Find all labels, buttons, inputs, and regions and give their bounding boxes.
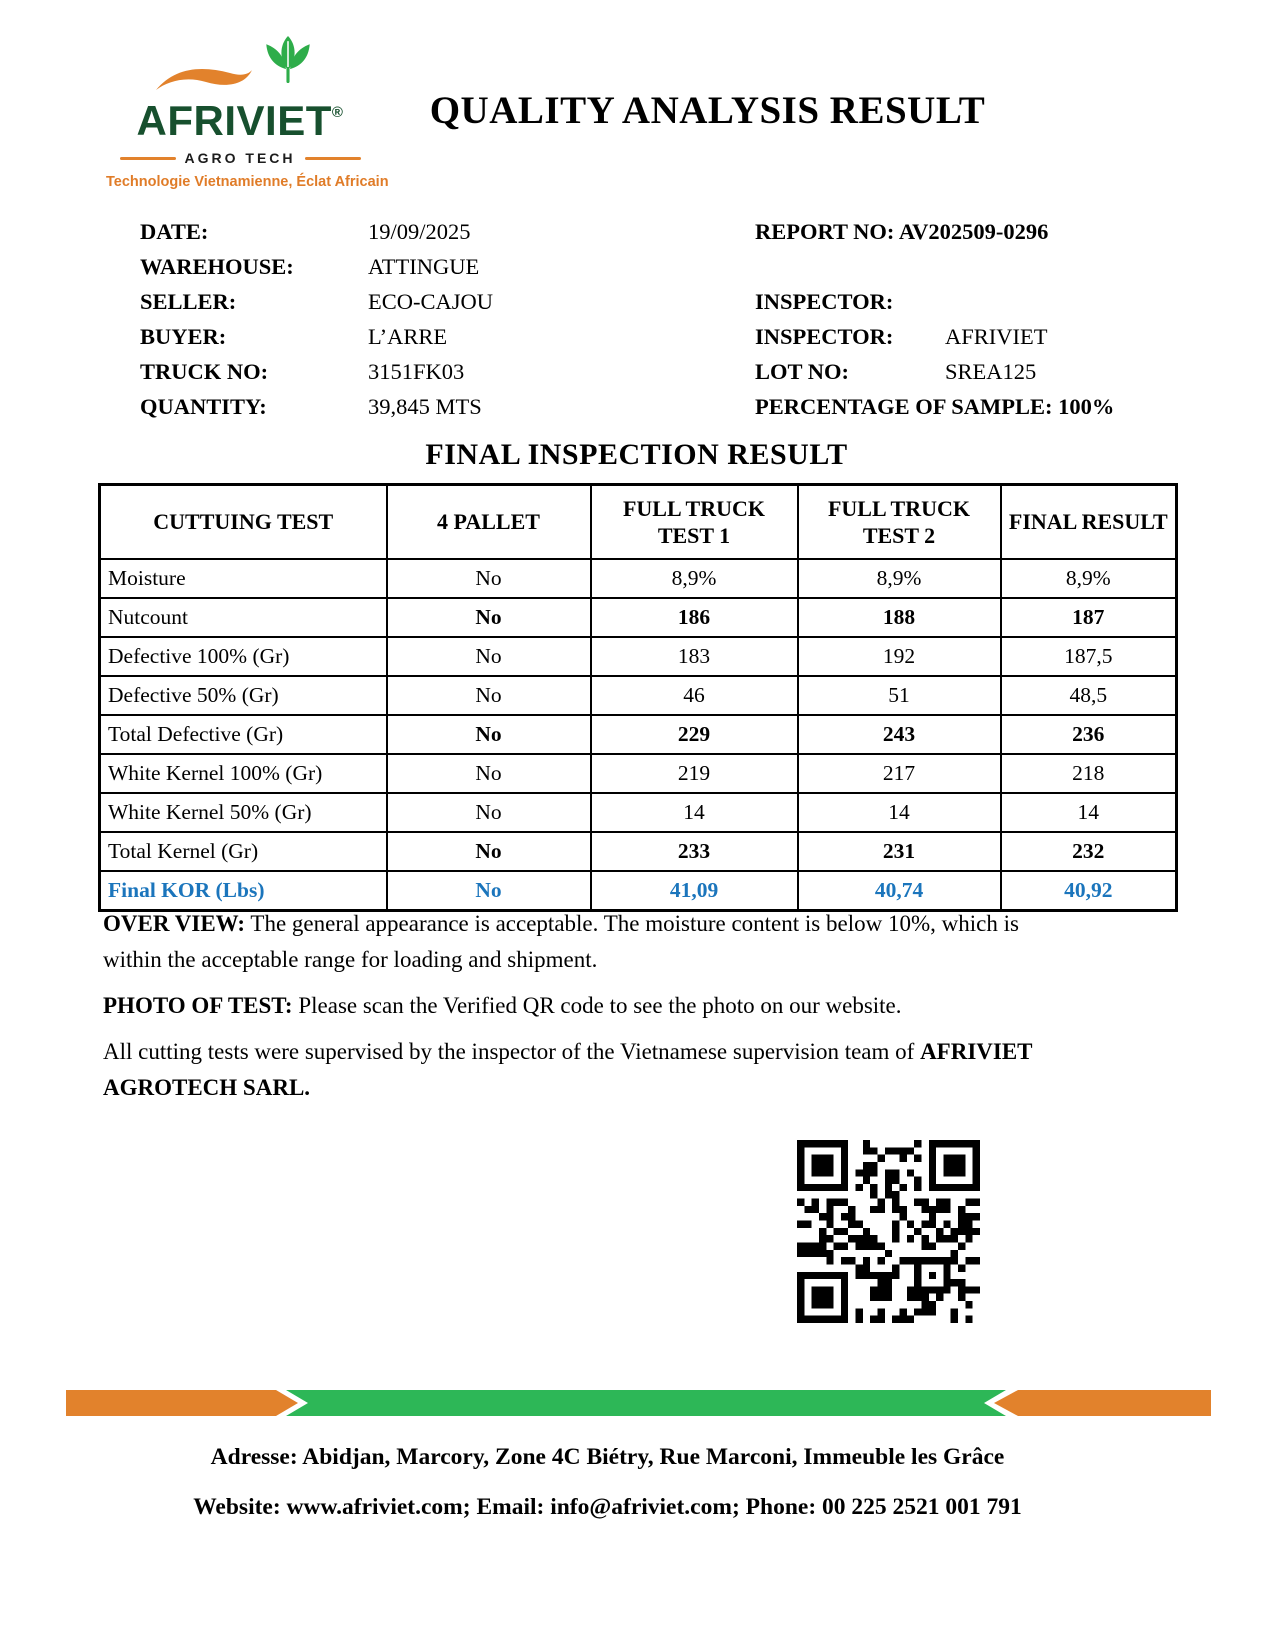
meta-left-column	[140, 214, 700, 424]
table-row-total-defective-gr	[100, 715, 1177, 754]
meta-label: WAREHOUSE:	[140, 254, 294, 279]
notes-section	[103, 906, 1075, 1116]
qr-code	[797, 1140, 980, 1323]
table-header-cell-cuttuing-test: CUTTUING TEST	[100, 485, 387, 560]
note-photo-of-test	[103, 988, 1075, 1024]
meta-field-percentage-of-sample	[755, 389, 1225, 424]
meta-label: INSPECTOR:	[755, 289, 894, 314]
meta-label: PERCENTAGE OF SAMPLE:	[755, 394, 1059, 419]
stripe-green-middle	[286, 1390, 1006, 1416]
meta-field-date	[140, 214, 700, 249]
table-row-moisture	[100, 559, 1177, 598]
table-row-white-kernel-100-gr	[100, 754, 1177, 793]
table-header-cell-full-truck-test-2: FULL TRUCK TEST 2	[798, 485, 1001, 560]
value-cell: No	[387, 598, 591, 637]
value-cell: 8,9%	[798, 559, 1001, 598]
value-cell: 41,09	[591, 871, 798, 911]
meta-label: REPORT NO:	[755, 219, 899, 244]
meta-value: AV202509-0296	[898, 219, 1049, 244]
value-cell: 233	[591, 832, 798, 871]
brand-text: AFRIVIET	[136, 97, 332, 144]
value-cell: 14	[1001, 793, 1177, 832]
value-cell: 229	[591, 715, 798, 754]
sub-brand-text: AGRO TECH	[184, 150, 296, 166]
value-cell: No	[387, 676, 591, 715]
meta-field-buyer	[140, 319, 700, 354]
row-label-cell: White Kernel 50% (Gr)	[100, 793, 387, 832]
meta-value: 19/09/2025	[368, 219, 471, 244]
table-header-cell-final-result: FINAL RESULT	[1001, 485, 1177, 560]
brand-tagline: Technologie Vietnamienne, Éclat Africain	[106, 174, 389, 190]
meta-label: TRUCK NO:	[140, 359, 269, 384]
meta-field-report-no	[755, 214, 1225, 249]
value-cell: No	[387, 754, 591, 793]
meta-label: DATE:	[140, 219, 209, 244]
value-cell: 218	[1001, 754, 1177, 793]
value-cell: 46	[591, 676, 798, 715]
value-cell: 188	[798, 598, 1001, 637]
value-cell: 14	[591, 793, 798, 832]
footer-contact: Website: www.afriviet.com; Email: info@afriviet.com; Phone: 00 225 2521 001 791	[193, 1494, 1022, 1520]
value-cell: 40,74	[798, 871, 1001, 911]
table-header-cell-4-pallet: 4 PALLET	[387, 485, 591, 560]
registered-mark: ®	[331, 104, 344, 121]
row-label-cell: Defective 50% (Gr)	[100, 676, 387, 715]
value-cell: 51	[798, 676, 1001, 715]
note-text: The general appearance is acceptable. The moisture content is below 10%, which is within the acceptable range for loading and shipment.	[103, 911, 1019, 972]
table-row-total-kernel-gr	[100, 832, 1177, 871]
value-cell: 186	[591, 598, 798, 637]
row-label-cell: Total Defective (Gr)	[100, 715, 387, 754]
note-supervision	[103, 1034, 1075, 1106]
meta-label: INSPECTOR:	[755, 324, 894, 349]
value-cell: No	[387, 559, 591, 598]
row-label-cell: Moisture	[100, 559, 387, 598]
table-row-final-kor-lbs	[100, 871, 1177, 911]
inspection-result-table	[98, 483, 1178, 912]
value-cell: 8,9%	[1001, 559, 1177, 598]
value-cell: 219	[591, 754, 798, 793]
value-cell: 236	[1001, 715, 1177, 754]
value-cell: 40,92	[1001, 871, 1177, 911]
table-row-white-kernel-50-gr	[100, 793, 1177, 832]
value-cell: No	[387, 715, 591, 754]
table-row-defective-100-gr	[100, 637, 1177, 676]
meta-value: ATTINGUE	[368, 254, 480, 279]
section-title: FINAL INSPECTION RESULT	[425, 438, 848, 471]
table-header-cell-full-truck-test-1: FULL TRUCK TEST 1	[591, 485, 798, 560]
note-bold-suffix: AFRIVIET AGROTECH SARL.	[103, 1039, 1033, 1100]
value-cell: No	[387, 637, 591, 676]
meta-label: BUYER:	[140, 324, 227, 349]
row-label-cell: Final KOR (Lbs)	[100, 871, 387, 911]
value-cell: 231	[798, 832, 1001, 871]
table-row-defective-50-gr	[100, 676, 1177, 715]
value-cell: 8,9%	[591, 559, 798, 598]
note-label: PHOTO OF TEST:	[103, 993, 293, 1018]
row-label-cell: Total Kernel (Gr)	[100, 832, 387, 871]
meta-value: ECO-CAJOU	[368, 289, 494, 314]
meta-value: SREA125	[945, 359, 1037, 384]
meta-value: 3151FK03	[368, 359, 465, 384]
meta-value: L’ARRE	[368, 324, 448, 349]
value-cell: 48,5	[1001, 676, 1177, 715]
table-header-row	[100, 485, 1177, 560]
meta-value: 100%	[1058, 394, 1115, 419]
value-cell: 14	[798, 793, 1001, 832]
meta-value: 39,845 MTS	[368, 394, 482, 419]
note-text: Please scan the Verified QR code to see the photo on our website.	[292, 993, 902, 1018]
value-cell: No	[387, 871, 591, 911]
meta-field-warehouse	[140, 249, 700, 284]
value-cell: 232	[1001, 832, 1177, 871]
value-cell: No	[387, 793, 591, 832]
footer-stripe	[66, 1390, 1211, 1416]
right-divider-line	[305, 157, 361, 160]
meta-field-truck-no	[140, 354, 700, 389]
meta-label: SELLER:	[140, 289, 237, 314]
value-cell: 187	[1001, 598, 1177, 637]
row-label-cell: Defective 100% (Gr)	[100, 637, 387, 676]
meta-field-lot-no	[755, 354, 1225, 389]
meta-field-inspector	[755, 284, 1225, 319]
note-over-view	[103, 906, 1075, 978]
value-cell: 192	[798, 637, 1001, 676]
value-cell: 243	[798, 715, 1001, 754]
stripe-orange-right	[994, 1390, 1211, 1416]
value-cell: 217	[798, 754, 1001, 793]
table-row-nutcount	[100, 598, 1177, 637]
stripe-orange-left	[66, 1390, 298, 1416]
page-title: QUALITY ANALYSIS RESULT	[429, 89, 986, 132]
meta-value: AFRIVIET	[945, 324, 1048, 349]
meta-label: LOT NO:	[755, 359, 849, 384]
row-label-cell: Nutcount	[100, 598, 387, 637]
value-cell: 187,5	[1001, 637, 1177, 676]
note-text: All cutting tests were supervised by the inspector of the Vietnamese supervision team of	[103, 1039, 921, 1064]
note-label: OVER VIEW:	[103, 911, 246, 936]
meta-field-quantity	[140, 389, 700, 424]
meta-field-inspector	[755, 319, 1225, 354]
left-divider-line	[120, 157, 176, 160]
agrotech-banner	[106, 150, 374, 166]
row-label-cell: White Kernel 100% (Gr)	[100, 754, 387, 793]
meta-label: QUANTITY:	[140, 394, 267, 419]
meta-field-blank	[755, 249, 1225, 284]
footer-address: Adresse: Abidjan, Marcory, Zone 4C Biétry, Rue Marconi, Immeuble les Grâce	[210, 1444, 1005, 1470]
value-cell: 183	[591, 637, 798, 676]
meta-field-seller	[140, 284, 700, 319]
meta-right-column	[755, 214, 1225, 424]
value-cell: No	[387, 832, 591, 871]
